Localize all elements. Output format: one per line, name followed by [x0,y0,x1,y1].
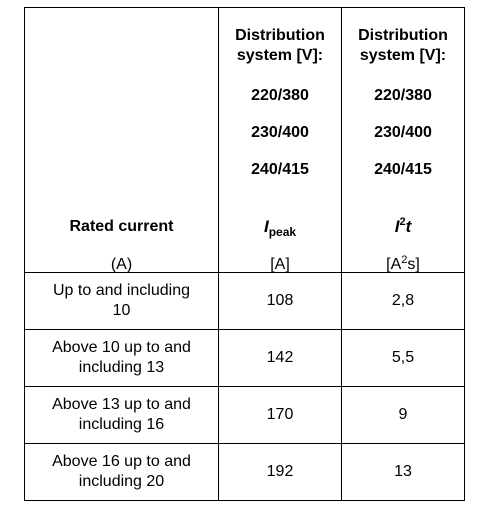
ipeak-value: 192 [219,444,342,501]
voltage-value: 240/415 [251,161,309,178]
ipeak-value: 170 [219,387,342,444]
range-cell: Above 10 up to and including 13 [25,330,219,387]
i2t-value: 5,5 [342,330,465,387]
i2t-value: 9 [342,387,465,444]
range-cell: Above 16 up to and including 20 [25,444,219,501]
ipeak-unit: [A] [270,256,290,273]
range-cell: Up to and including 10 [25,273,219,330]
rated-current-table [24,7,465,501]
rated-current-header-cell [25,8,219,273]
i2t-header-cell [342,8,465,273]
header-row [25,8,465,273]
ipeak-value: 108 [219,273,342,330]
table-row [25,444,465,501]
i2t-unit: $[A^2s]$ [386,254,420,273]
ipeak-header-cell [219,8,342,273]
voltage-value: 220/380 [374,87,432,104]
voltage-value: 240/415 [374,161,432,178]
range-cell: Above 13 up to and including 16 [25,387,219,444]
distribution-system-title: Distribution system [V]: [235,27,325,64]
rated-current-unit: (A) [110,256,133,273]
voltage-value: 230/400 [251,124,309,141]
distribution-system-title: Distribution system [V]: [358,27,448,64]
ipeak-value: 142 [219,330,342,387]
table-row [25,330,465,387]
i2t-value: 13 [342,444,465,501]
voltage-value: 220/380 [251,87,309,104]
voltage-value: 230/400 [374,124,432,141]
table-row [25,273,465,330]
rated-current-label: Rated current [69,218,174,235]
i2t-symbol: $I^2t$ [394,216,412,236]
ipeak-symbol: $I_{peak}$ [263,217,297,239]
table-row [25,387,465,444]
i2t-value: 2,8 [342,273,465,330]
